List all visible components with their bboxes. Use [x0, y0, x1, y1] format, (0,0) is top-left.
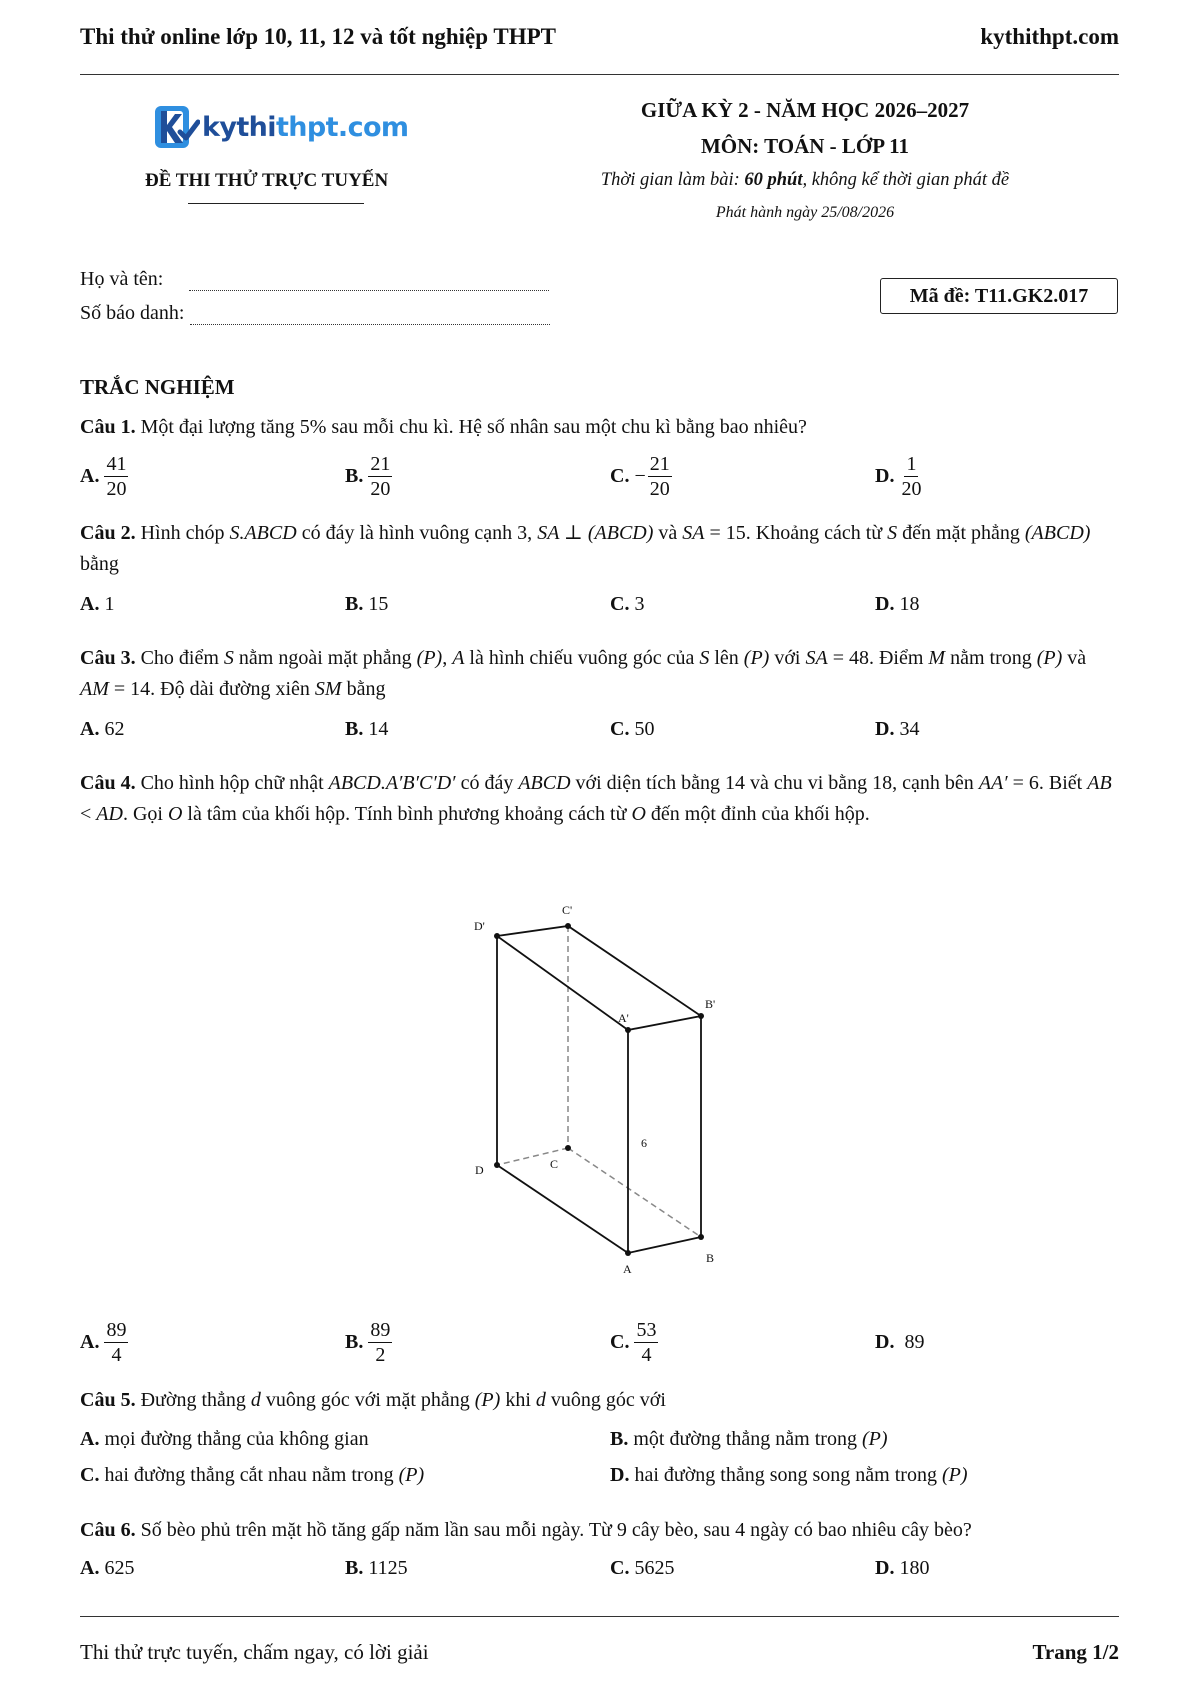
option-letter: C. [610, 464, 630, 487]
question-text: có đáy là hình vuông cạnh 3, [296, 522, 538, 544]
q6-option-d[interactable] [875, 1557, 929, 1580]
math: SA ⊥ (ABCD) [537, 522, 654, 544]
question-text: bằng [80, 553, 119, 575]
question-text: = 48. Điểm [827, 647, 929, 669]
fraction [104, 1318, 128, 1367]
option-letter: D. [610, 1464, 630, 1486]
option-value: 625 [104, 1557, 135, 1579]
question-text: vuông góc với [545, 1389, 666, 1411]
question-text: nằm ngoài mặt phẳng [233, 647, 417, 669]
option-value: 15 [368, 593, 389, 615]
student-name-field[interactable] [80, 268, 549, 291]
exam-title: GIỮA KỲ 2 - NĂM HỌC 2026–2027 [640, 98, 970, 122]
math: A [452, 647, 465, 669]
question-1-label: Câu 1. [80, 416, 136, 438]
fraction [368, 1318, 392, 1367]
math: AA′ [978, 772, 1008, 794]
label-a1: A' [618, 1011, 629, 1025]
question-4-options [80, 1312, 1119, 1372]
exam-type-label: ĐỀ THI THỬ TRỰC TUYẾN [145, 170, 389, 191]
vertex-b [698, 1234, 704, 1240]
header-domain: kythithpt.com [980, 24, 1119, 49]
fraction [368, 452, 392, 501]
math: SA [682, 522, 705, 544]
math: d [250, 1389, 261, 1411]
math: d [535, 1389, 546, 1411]
math: SM [314, 678, 342, 700]
math: ABCD [518, 772, 571, 794]
math: S [699, 647, 710, 669]
question-3-label: Câu 3. [80, 647, 136, 669]
duration-prefix: Thời gian làm bài: [600, 170, 745, 190]
option-letter: D. [875, 593, 895, 615]
q1-option-c[interactable] [610, 446, 672, 506]
top-face [497, 926, 701, 1030]
footer-slogan: Thi thử trực tuyến, chấm ngay, có lời giải [80, 1640, 429, 1664]
student-name-label: Họ và tên: [80, 268, 164, 290]
option-letter: B. [610, 1428, 629, 1450]
option-letter: B. [345, 718, 364, 740]
question-text: và [653, 522, 683, 544]
math: S [223, 647, 234, 669]
denominator: 20 [649, 477, 670, 500]
fraction [648, 452, 672, 501]
exam-duration [540, 170, 1070, 191]
vertex-a [625, 1250, 631, 1256]
q4-option-a[interactable] [80, 1312, 128, 1372]
option-letter: A. [80, 464, 100, 487]
question-text: với [769, 647, 806, 669]
question-text: = 15. Khoảng cách từ [704, 522, 888, 544]
math: S [887, 522, 898, 544]
option-letter: D. [875, 718, 895, 740]
footer-divider [80, 1616, 1119, 1617]
math: (P) [941, 1464, 968, 1486]
question-text: nằm trong [945, 647, 1037, 669]
math: (P) [398, 1464, 425, 1486]
question-1-text: Một đại lượng tăng 5% sau mỗi chu kì. Hệ số nhân sau một chu kì bằng bao nhiêu? [140, 416, 807, 438]
numerator: 21 [370, 452, 391, 475]
option-value: 18 [899, 593, 920, 615]
q3-option-b[interactable] [345, 718, 388, 741]
q1-option-d[interactable] [875, 446, 923, 506]
exam-subject: MÔN: TOÁN - LỚP 11 [700, 134, 910, 158]
vertex-d [494, 1162, 500, 1168]
vertex-a1 [625, 1027, 631, 1033]
denominator: 20 [106, 477, 127, 500]
duration-value: 60 phút [744, 170, 803, 190]
exam-type-underline [188, 203, 364, 204]
page-number: Trang 1/2 [1032, 1640, 1119, 1664]
label-a: A [623, 1262, 632, 1276]
question-1 [80, 412, 1119, 443]
q4-option-d[interactable] [875, 1312, 924, 1372]
minus-sign: − [634, 464, 646, 487]
math: (P) [861, 1428, 888, 1450]
vertex-c1 [565, 923, 571, 929]
option-value: hai đường thẳng cắt nhau nằm trong [104, 1464, 399, 1486]
fraction [634, 1318, 658, 1367]
denominator: 20 [901, 477, 922, 500]
question-text: Hình chóp [140, 522, 230, 544]
q5-option-c[interactable] [80, 1464, 424, 1487]
q4-option-c[interactable] [610, 1312, 658, 1372]
label-c: C [550, 1157, 559, 1171]
vertex-b1 [698, 1013, 704, 1019]
label-c1: C' [562, 903, 573, 917]
question-text: Cho hình hộp chữ nhật [140, 772, 329, 794]
question-4 [80, 768, 1119, 830]
duration-suffix: , không kể thời gian phát đề [802, 170, 1010, 190]
denominator: 2 [375, 1343, 386, 1366]
question-text: là hình chiếu vuông góc của [464, 647, 700, 669]
option-letter: A. [80, 1330, 100, 1353]
question-text: đến một đỉnh của khối hộp. [645, 803, 870, 825]
option-value: 62 [104, 718, 125, 740]
question-text: với diện tích bằng 14 và chu vi bằng 18, cạnh bên [570, 772, 979, 794]
q3-option-c[interactable] [610, 718, 654, 741]
option-value: mọi đường thẳng của không gian [104, 1428, 369, 1450]
q3-option-a[interactable] [80, 718, 124, 741]
fraction [899, 452, 923, 501]
q2-option-d[interactable] [875, 593, 919, 616]
q2-option-a[interactable] [80, 593, 114, 616]
math: M [928, 647, 946, 669]
fraction [104, 452, 128, 501]
math: AD [96, 803, 123, 825]
math: O [631, 803, 646, 825]
header-site-slogan: Thi thử online lớp 10, 11, 12 và tốt nghiệp THPT [80, 24, 556, 49]
vertex-d1 [494, 933, 500, 939]
option-letter: B. [345, 1557, 364, 1579]
page-footer [80, 1640, 1119, 1665]
math: AB [1087, 772, 1112, 794]
question-text: = 6. Biết [1007, 772, 1088, 794]
q2-option-c[interactable] [610, 593, 644, 616]
numerator: 41 [106, 452, 127, 475]
numerator: 89 [106, 1318, 127, 1341]
vertex-c [565, 1145, 571, 1151]
math: (P) [416, 647, 443, 669]
question-text: Cho điểm [140, 647, 224, 669]
option-letter: A. [80, 593, 100, 615]
math: (P) [1036, 647, 1063, 669]
question-text: = 14. Độ dài đường xiên [108, 678, 315, 700]
question-text: Đường thẳng [140, 1389, 251, 1411]
edge-cb-hidden [568, 1148, 701, 1237]
edge-da [497, 1165, 628, 1253]
question-text: , [442, 647, 453, 669]
question-2 [80, 518, 1119, 580]
question-text: . Gọi [122, 803, 168, 825]
question-text: là tâm của khối hộp. Tính bình phương khoảng cách từ [182, 803, 632, 825]
student-id-blank[interactable] [190, 309, 550, 325]
cuboid-figure [440, 892, 740, 1282]
label-b: B [706, 1251, 715, 1265]
option-letter: C. [610, 1557, 630, 1579]
option-value: 89 [904, 1330, 925, 1353]
numerator: 21 [649, 452, 670, 475]
question-5 [80, 1385, 1119, 1416]
question-3 [80, 643, 1119, 705]
q4-option-b[interactable] [345, 1312, 392, 1372]
question-6-text: Số bèo phủ trên mặt hồ tăng gấp năm lần sau mỗi ngày. Từ 9 cây bèo, sau 4 ngày có bao nhiêu cây bèo? [140, 1519, 972, 1541]
question-text: lên [709, 647, 744, 669]
option-value: 1 [104, 593, 115, 615]
option-letter: A. [80, 718, 100, 740]
numerator: 1 [906, 452, 917, 475]
q2-option-b[interactable] [345, 593, 388, 616]
label-d: D [475, 1163, 484, 1177]
math: (P) [743, 647, 770, 669]
option-letter: C. [610, 593, 630, 615]
logo-wordmark-part2: thpt.com [275, 111, 409, 143]
q6-option-b[interactable] [345, 1557, 408, 1580]
numerator: 53 [636, 1318, 657, 1341]
denominator: 4 [641, 1343, 652, 1366]
question-text: vuông góc với mặt phẳng [260, 1389, 475, 1411]
question-text: đến mặt phẳng [897, 522, 1025, 544]
section-title: TRẮC NGHIỆM [80, 375, 235, 399]
option-letter: A. [80, 1557, 100, 1579]
q5-option-b[interactable] [610, 1428, 888, 1451]
q3-option-d[interactable] [875, 718, 919, 741]
question-text: < [80, 803, 97, 825]
denominator: 4 [111, 1343, 122, 1366]
option-letter: D. [875, 1330, 895, 1353]
math: (ABCD) [1024, 522, 1091, 544]
q1-option-b[interactable] [345, 446, 392, 506]
question-text: khi [500, 1389, 536, 1411]
question-text: bằng [341, 678, 386, 700]
math: O [167, 803, 183, 825]
q6-option-c[interactable] [610, 1557, 674, 1580]
q6-option-a[interactable] [80, 1557, 134, 1580]
option-letter: B. [345, 593, 364, 615]
math: (P) [474, 1389, 501, 1411]
q5-option-a[interactable] [80, 1428, 369, 1451]
label-b1: B' [705, 997, 716, 1011]
student-id-label: Số báo danh: [80, 302, 185, 324]
math: S.ABCD [229, 522, 297, 544]
q5-option-d[interactable] [610, 1464, 968, 1487]
option-letter: A. [80, 1428, 100, 1450]
option-value: 50 [634, 718, 655, 740]
option-value: 34 [899, 718, 920, 740]
page-header [80, 22, 1119, 52]
exam-code-box: Mã đề: T11.GK2.017 [880, 278, 1118, 314]
question-6 [80, 1515, 1119, 1546]
option-value: 3 [634, 593, 645, 615]
site-logo [152, 102, 408, 152]
student-id-field[interactable] [80, 302, 550, 325]
option-value: 5625 [634, 1557, 675, 1579]
label-d1: D' [474, 919, 485, 933]
label-edge-length: 6 [641, 1136, 647, 1150]
option-letter: B. [345, 1330, 364, 1353]
logo-wordmark-part1: kythi [202, 111, 276, 143]
option-letter: C. [610, 718, 630, 740]
option-value: 1125 [368, 1557, 408, 1579]
option-value: hai đường thẳng song song nằm trong [634, 1464, 942, 1486]
denominator: 20 [370, 477, 391, 500]
question-text: có đáy [455, 772, 519, 794]
student-name-blank[interactable] [189, 275, 549, 291]
numerator: 89 [370, 1318, 391, 1341]
release-date: Phát hành ngày 25/08/2026 [715, 204, 895, 221]
question-4-label: Câu 4. [80, 772, 136, 794]
header-divider [80, 74, 1119, 75]
option-letter: D. [875, 464, 895, 487]
logo-wordmark [202, 112, 408, 143]
question-2-label: Câu 2. [80, 522, 136, 544]
math: SA [805, 647, 828, 669]
math: ABCD.A′B′C′D′ [328, 772, 456, 794]
option-letter: B. [345, 464, 364, 487]
option-value: một đường thẳng nằm trong [633, 1428, 862, 1450]
question-6-label: Câu 6. [80, 1519, 136, 1541]
option-value: 180 [899, 1557, 930, 1579]
edge-ab [628, 1237, 701, 1253]
option-letter: C. [80, 1464, 100, 1486]
math: AM [80, 678, 109, 700]
question-1-options [80, 446, 1119, 506]
q1-option-a[interactable] [80, 446, 128, 506]
option-letter: D. [875, 1557, 895, 1579]
logo-icon [152, 102, 200, 152]
option-value: 14 [368, 718, 389, 740]
question-5-label: Câu 5. [80, 1389, 136, 1411]
option-letter: C. [610, 1330, 630, 1353]
question-text: và [1062, 647, 1087, 669]
